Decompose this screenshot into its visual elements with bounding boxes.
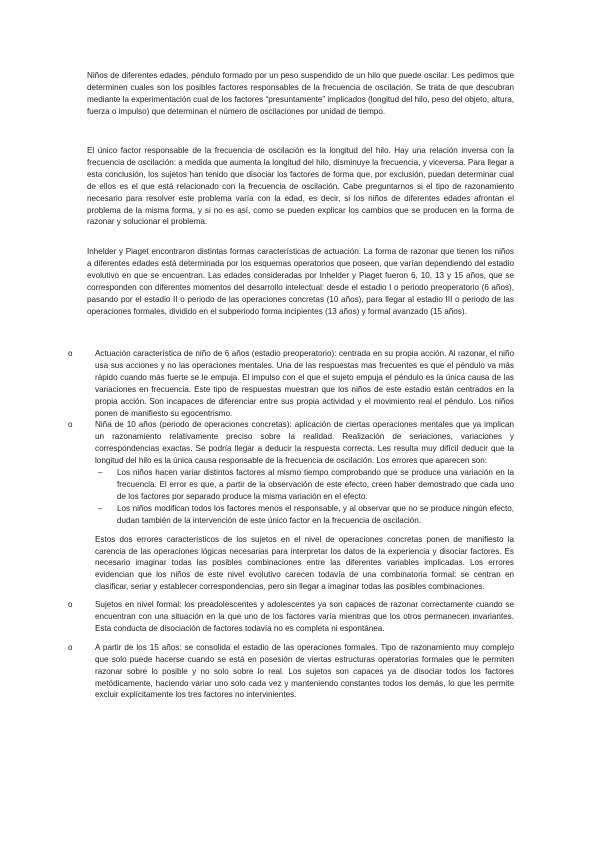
bullet-marker: o [68,600,73,610]
sub-item-error-2 [95,503,514,527]
sub-item-text: Los niños hacen variar distintos factores al mismo tiempo comprobando que se produce una variación en la frecuencia. El error es que, a partir de la observación de este efecto, creen haber demostrado que cada uno de los factores por separado produce la misma variación en el efecto. [117,468,514,501]
bullet-item-10-years [68,419,514,593]
bullet-marker: o [68,642,73,652]
errors-summary-paragraph: Estos dos errores característicos de los sujetos en el nivel de operaciones concretas ponen de manifiesto la carencia de las operaciones lógicas necesarias para interpretar los datos de la experiencia y disociar factores. Es necesario imaginar todas las posibles combinaciones entre las diferentes variables implicadas. Los errores evidencian que los niños de este nivel evolutivo carecen todavía de una combinatoria formal: se centran en clasificar, seriar y establecer correspondencias, pero sin llegar a imaginar todas las posibles combinaciones. [95,534,514,592]
bullet-text: Sujetos en nivel formal: los preadolescentes y adolescentes ya son capaces de razonar correctamente cuando se encuentran con una situación en la que uno de los factores varía mientras que los otros permanecen invariantes. Esta conducta de disociación de factores todavía no es completa ni espontánea. [95,600,514,633]
sub-item-error-1 [95,467,514,503]
paragraph-inhelder-piaget: Inhelder y Piaget encontraron distintas formas características de actuación. La forma de razonar que tienen los niños a diferentes edades está determinada por los esquemas operatorios que poseen, que varían dependiendo del estadio evolutivo en que se encuentran. Las edades consideradas por Inhelder y Piaget fueron 6, 10, 13 y 15 años, que se corresponden con diferentes momentos del desarrollo intelectual: desde el estadio I o periodo preoperatorio (6 años), pasando por el estadio II o periodo de las operaciones concretas (10 años), para llegar al estadio III o periodo de las operaciones formales, dividido en el subperiodo forma incipientes (13 años) y formal avanzado (15 años). [87,247,514,316]
paragraph-single-factor: El único factor responsable de la frecuencia de oscilación es la longitud del hilo. Hay una relación inversa con la frecuencia de oscilación: a medida que aumenta la longitud del hilo, disminuye la frecuencia, y viceversa. Para llegar a esta conclusión, los sujetos han tenido que disociar los factores de forma que, por exclusión, puedan determinar cual de ellos es el que está relacionado con la frecuencia de oscilación. Cabe preguntarnos si el tipo de razonamiento necesario para resolver este problema varía con la edad, es decir, si los niños de diferentes edades afrontan el problema de la misma forma, y si no es así, como se pueden explicar los cambios que se producen en la forma de razonar y solucionar el problema. [87,146,514,227]
sub-item-text: Los niños modifican todos los factores menos el responsable, y al observar que no se produce ningún efecto, dudan también de la intervención de este único factor en la frecuencia de oscilación. [117,503,514,525]
dash-marker: – [98,468,103,478]
bullet-item-15-years [68,642,514,702]
bullet-item-formal-level [68,599,514,635]
bullet-item-6-years [68,348,514,419]
bullet-text: Actuación característica de niño de 6 años (estadio preoperatorio): centrada en su propia acción. Al razonar, el niño usa sus acciones y no las operaciones mentales. Una de las respuestas mas frecuentes es que el péndulo va más rápido cuando más fuerte se le empuja. El impulso con el que el sujeto empuja el péndulo es la única causa de las variaciones en frecuencia. Este tipo de respuestas muestran que los niños de este estadio están centrados en la propia acción. Son incapaces de diferenciar entre sus propia actividad y el movimiento real el péndulo. Los niños ponen de manifiesto su egocentrismo. [95,349,514,418]
error-sublist [95,467,514,527]
bullet-marker: o [68,349,73,358]
dash-marker: – [98,503,103,513]
bullet-marker: o [68,420,73,430]
bullet-text: A partir de los 15 años: se consolida el estadio de las operaciones formales. Tipo de razonamiento muy complejo que solo puede hacerse cuando se está en posesión de viertas estructuras operatorias formales que le permiten razonar sobre lo posible y no solo sobre lo real. Los sujetos son capaces ya de disociar todos los factores metódicamente, haciendo variar uno solo cada vez y manteniendo constantes todos los demás, lo que les permite excluir explícitamente los tres factores no intervinientes. [95,642,514,700]
bullet-text: Niña de 10 años (periodo de operaciones concretas): aplicación de ciertas operaciones mentales que ya implican un razonamiento relativamente preciso sobre la realidad. Realización de seriaciones, variaciones y correspondencias exactas. Se podría llegar a deducir la respuesta correcta. Les resulta muy difícil deducir que la longitud del hilo es la única causa responsable de la frecuencia de oscilación. Los errores que aparecen son: [95,420,514,466]
paragraph-pendulum-task: Niños de diferentes edades, péndulo formado por un peso suspendido de un hilo que puede oscilar. Les pedimos que determinen cuales son los posibles factores responsables de la frecuencia de oscilación. Se trata de que descubran mediante la experimentación cual de los factores “presuntamente” implicados (longitud del hilo, peso del objeto, altura, fuerza o impulso) que determinan el número de oscilaciones por unidad de tiempo. [87,71,514,116]
stage-bullet-list [68,348,514,701]
